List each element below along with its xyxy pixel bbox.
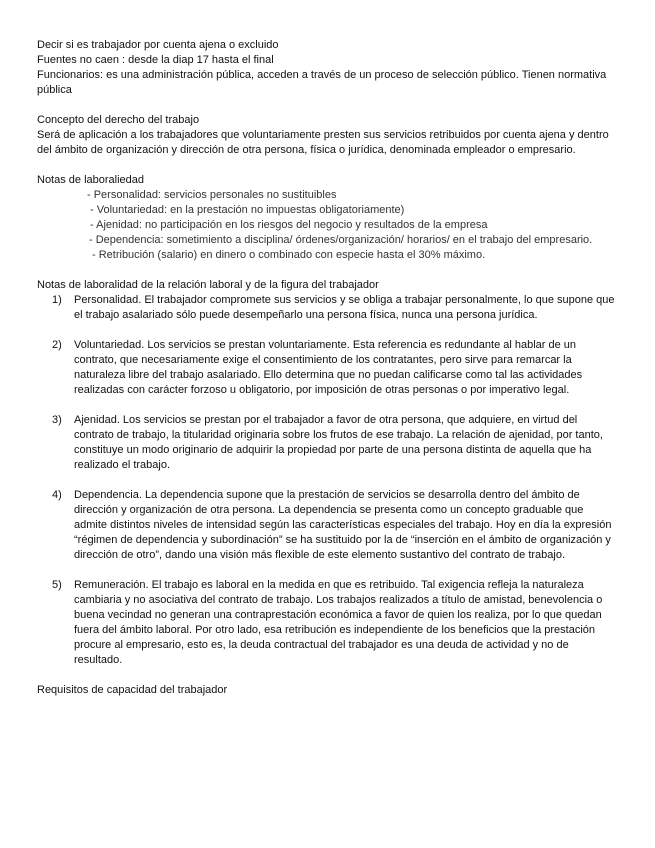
notes-list — [37, 188, 617, 263]
document-page — [37, 38, 617, 698]
intro-line: Funcionarios: es una administración pública, acceden a través de un proceso de selección público. Tienen normativa pública — [37, 69, 607, 96]
list-item — [37, 293, 617, 323]
list-item-text: Personalidad. El trabajador compromete sus servicios y se obliga a trabajar personalmente, lo que supone que el trabajo asalariado sólo puede desempeñarlo una persona física, nunca una persona jurídica. — [74, 294, 615, 321]
list-item: - Ajenidad: no participación en los riesgos del negocio y resultados de la empresa — [90, 219, 488, 231]
list-item: - Voluntariedad: en la prestación no impuestas obligatoriamente) — [90, 204, 405, 216]
list-item-text: Dependencia. La dependencia supone que la prestación de servicios se desarrolla dentro del ámbito de dirección y organización de otra persona. La dependencia se presenta como un concepto graduable que admite distintos niveles de intensidad según las características especiales del trabajo. Hoy en día la expresión “régimen de dependencia y subordinación” se ha sustituido por la de “inserción en el ámbito de organización y dirección de otro”, dando una visión más flexible de este elemento sustantivo del contrato de trabajo. — [74, 489, 612, 561]
section-heading: Notas de laboraliedad — [37, 174, 145, 186]
list-number: 3) — [52, 414, 62, 426]
concept-section — [37, 113, 617, 158]
list-item: - Personalidad: servicios personales no sustituibles — [87, 189, 337, 201]
list-item: - Retribución (salario) en dinero o combinado con especie hasta el 30% máximo. — [92, 249, 486, 261]
list-number: 4) — [52, 489, 62, 501]
list-item-text: Ajenidad. Los servicios se prestan por el trabajador a favor de otra persona, que adquiere, en virtud del contrato de trabajo, la titularidad originaria sobre los frutos de ese trabajo. La relación de ajenidad, por tanto, constituye un modo originario de adquirir la propiedad por parte de una persona distinta de aquella que ha realizado el trabajo. — [74, 414, 603, 471]
list-number: 5) — [52, 579, 62, 591]
intro-line: Fuentes no caen : desde la diap 17 hasta el final — [37, 54, 274, 66]
concept-text: Será de aplicación a los trabajadores que voluntariamente presten sus servicios retribuidos por cuenta ajena y dentro del ámbito de organización y dirección de otra persona, física o jurídica, denominada empleador o empresario. — [37, 129, 609, 156]
list-number: 2) — [52, 339, 62, 351]
section-heading: Concepto del derecho del trabajo — [37, 114, 200, 126]
notes-section — [37, 173, 617, 263]
intro-block — [37, 38, 617, 98]
list-item — [37, 488, 617, 563]
section-heading: Requisitos de capacidad del trabajador — [37, 684, 228, 696]
relation-list — [37, 293, 617, 668]
relation-section — [37, 278, 617, 668]
list-item-text: Remuneración. El trabajo es laboral en la medida en que es retribuido. Tal exigencia refleja la naturaleza cambiaria y no asociativa del contrato de trabajo. Los trabajos realizados a título de amistad, benevolencia o buena vecindad no generan una contraprestación económica a favor de quien los realiza, por lo que quedan fuera del ámbito laboral. Por otro lado, esa retribución es independiente de los beneficios que la prestación procure al empresario, esto es, la deuda contractual del trabajador es una deuda de actividad y no de resultado. — [74, 579, 603, 666]
intro-line: Decir si es trabajador por cuenta ajena o excluido — [37, 39, 279, 51]
list-item: - Dependencia: sometimiento a disciplina/ órdenes/organización/ horarios/ en el trabajo del empresario. — [89, 234, 593, 246]
list-item — [37, 413, 617, 473]
list-item-text: Voluntariedad. Los servicios se prestan voluntariamente. Esta referencia es redundante al hablar de un contrato, que necesariamente exige el consentimiento de los contratantes, pero sirve para remarcar la naturaleza libre del trabajo asalariado. Ello determina que no puedan calificarse como tal las actividades realizadas con carácter forzoso u obligatorio, por imposición de otras personas o por imperativo legal. — [74, 339, 583, 396]
section-heading: Notas de laboralidad de la relación laboral y de la figura del trabajador — [37, 279, 379, 291]
list-item — [37, 338, 617, 398]
list-number: 1) — [52, 294, 62, 306]
list-item — [37, 578, 617, 668]
